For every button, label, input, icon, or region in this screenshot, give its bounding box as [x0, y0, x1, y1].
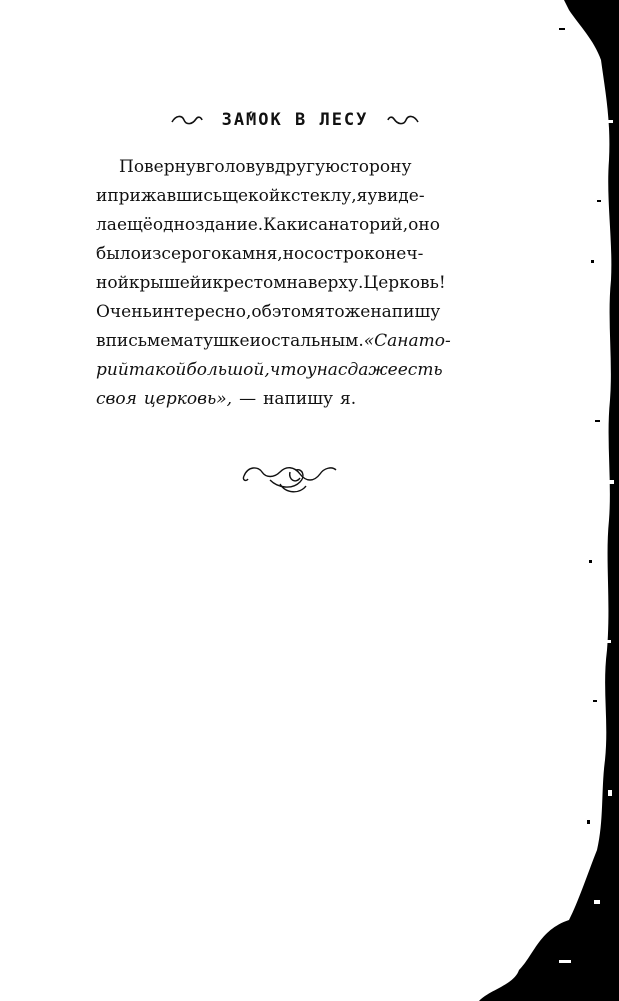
- word: было: [96, 244, 141, 264]
- word: этом: [271, 302, 315, 322]
- word: остроконеч-: [313, 244, 424, 264]
- word: что: [269, 360, 307, 380]
- word: такой: [128, 360, 187, 380]
- word: Очень: [96, 302, 152, 322]
- word: напишу: [263, 389, 333, 409]
- word: наверху.: [286, 273, 364, 293]
- word: рий: [96, 360, 129, 380]
- text-line: [96, 240, 424, 269]
- word: санаторий,: [308, 215, 409, 235]
- text-line: [96, 385, 358, 414]
- word: остальным.: [260, 331, 364, 351]
- word: но: [282, 244, 305, 264]
- word: оно: [408, 215, 440, 235]
- word: сторону: [339, 157, 412, 177]
- text-line: [96, 327, 451, 356]
- word: ещё: [116, 215, 153, 235]
- word: голову: [205, 157, 266, 177]
- word: камня,: [221, 244, 283, 264]
- word: ной: [96, 273, 129, 293]
- word: интересно,: [151, 302, 252, 322]
- text-line: [96, 182, 425, 211]
- word: Как: [263, 215, 298, 235]
- word: нас: [316, 360, 348, 380]
- word: другую: [274, 157, 340, 177]
- word: и: [249, 331, 261, 351]
- word: тоже: [325, 302, 371, 322]
- word: есть: [397, 360, 443, 380]
- text-line: [96, 211, 440, 240]
- word: я: [356, 186, 368, 206]
- word: в: [265, 157, 275, 177]
- word: серого: [161, 244, 222, 264]
- word: в: [96, 331, 106, 351]
- text-line: [96, 269, 446, 298]
- word: Повернув: [119, 157, 206, 177]
- word: большой,: [186, 360, 270, 380]
- word: здание.: [195, 215, 264, 235]
- flourish-icon: [240, 458, 340, 498]
- word: я: [314, 302, 325, 322]
- swirl-icon: [386, 113, 420, 127]
- word: «Санато-: [363, 331, 451, 351]
- word: с: [304, 244, 314, 264]
- grunge-edge-decoration: [419, 0, 619, 1001]
- text-line: [96, 298, 441, 327]
- word: матушке: [170, 331, 250, 351]
- chapter-title: ЗА́МОК В ЛЕСУ: [221, 110, 369, 130]
- word: увиде-: [367, 186, 425, 206]
- word: стеклу,: [290, 186, 357, 206]
- word: даже: [347, 360, 398, 380]
- word: у: [306, 360, 317, 380]
- word: своя: [96, 389, 137, 409]
- word: —: [239, 389, 257, 409]
- word: к: [280, 186, 291, 206]
- text-line: [96, 356, 443, 385]
- word: одно: [152, 215, 196, 235]
- word: Церковь!: [363, 273, 446, 293]
- word: письме: [105, 331, 171, 351]
- word: прижавшись: [107, 186, 223, 206]
- word: крышей: [128, 273, 202, 293]
- word: ла: [96, 215, 117, 235]
- word: об: [251, 302, 272, 322]
- word: напишу: [370, 302, 441, 322]
- word: крестом: [212, 273, 287, 293]
- running-header: [150, 106, 440, 134]
- swirl-icon: [170, 113, 204, 127]
- body-paragraph: [96, 153, 451, 414]
- word: церковь»,: [143, 389, 233, 409]
- word: я.: [340, 389, 357, 409]
- word: и: [201, 273, 213, 293]
- text-line: [96, 153, 412, 182]
- word: из: [140, 244, 162, 264]
- word: и: [297, 215, 309, 235]
- word: щекой: [222, 186, 281, 206]
- word: и: [96, 186, 108, 206]
